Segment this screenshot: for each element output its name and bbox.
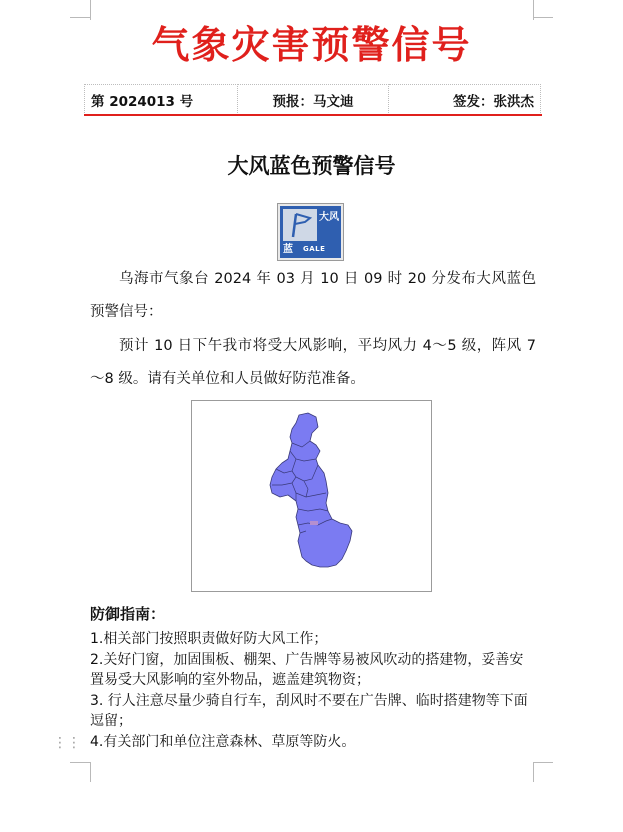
guidance-item: 2.关好门窗，加固围板、棚架、广告牌等易被风吹动的搭建物，妥善安置易受大风影响的室外物品，遮盖建筑物资； xyxy=(90,651,524,688)
guidance-item: 1.相关部门按照职责做好防大风工作； xyxy=(90,631,328,647)
drag-handle-icon[interactable]: ⋮⋮ xyxy=(53,735,81,751)
guidance-list xyxy=(90,629,536,752)
red-divider xyxy=(84,114,542,116)
signer: 签发：张洪杰 xyxy=(389,85,541,116)
document-title: 气象灾害预警信号 xyxy=(151,22,472,67)
wind-blue-warning-icon xyxy=(277,203,344,261)
forecast-paragraph: 预计 10 日下午我市将受大风影响，平均风力 4～5 级，阵风 7～8 级。请有关单位和人员做好防范准备。 xyxy=(90,338,536,387)
flag-icon xyxy=(283,209,317,241)
issue-paragraph: 乌海市气象台 2024 年 03 月 10 日 09 时 20 分发布大风蓝色预警信号： xyxy=(90,271,536,320)
guidance-item: 3. 行人注意尽量少骑自行车，刮风时不要在广告牌、临时搭建物等下面逗留； xyxy=(90,692,528,729)
signal-hazard-text: 大风 xyxy=(319,212,339,223)
guidance-heading: 防御指南： xyxy=(90,605,166,623)
guidance-item: 4.有关部门和单位注意森林、草原等防火。 xyxy=(90,733,356,750)
signal-level-text: 蓝 xyxy=(283,244,293,255)
issue-number: 第 2024013 号 xyxy=(85,85,238,116)
meta-info-table xyxy=(84,84,541,115)
crop-mark xyxy=(70,762,90,763)
signal-english-text: GALE xyxy=(303,245,326,253)
crop-mark xyxy=(90,762,91,782)
wuhai-warning-area-map xyxy=(191,400,432,592)
crop-mark xyxy=(533,762,534,782)
crop-mark xyxy=(533,762,553,763)
forecaster: 预报：马文迪 xyxy=(238,85,389,116)
warning-headline: 大风蓝色预警信号 xyxy=(227,154,396,178)
